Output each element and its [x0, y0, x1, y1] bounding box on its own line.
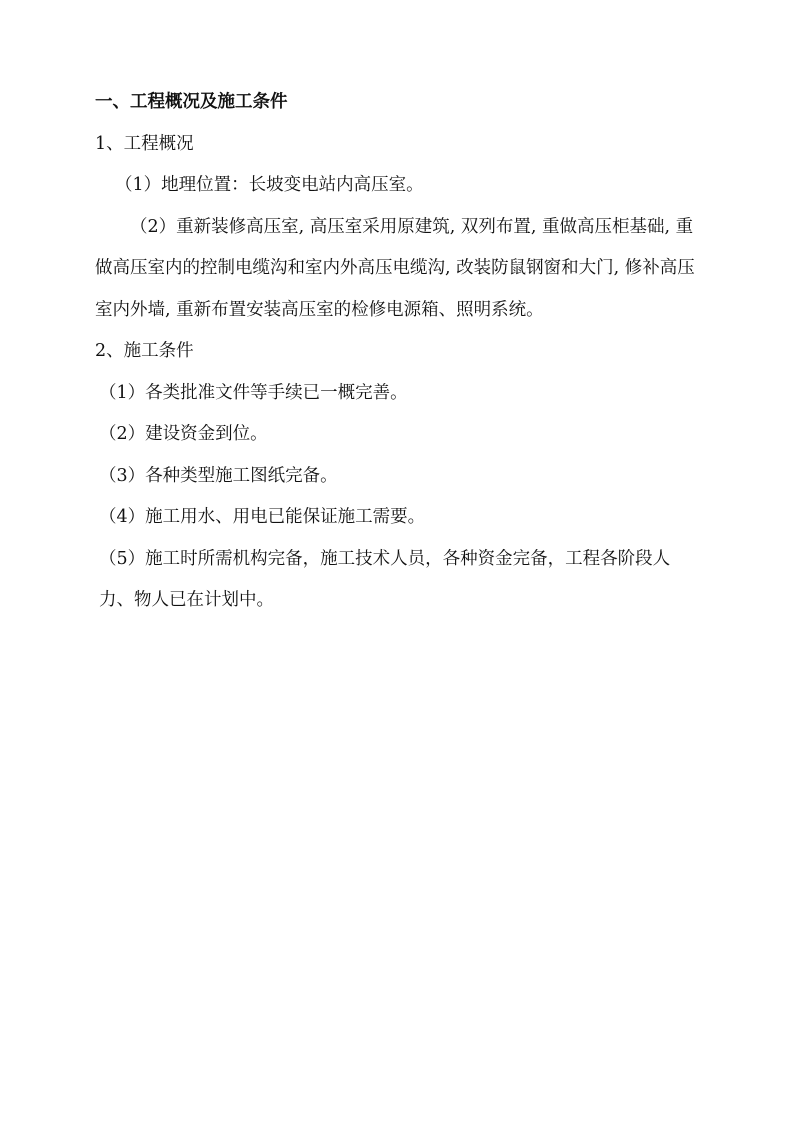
section-2-title: 2、施工条件 — [95, 341, 194, 361]
condition-item-3: （3）各种类型施工图纸完备。 — [99, 465, 338, 486]
section-1-title: 1、工程概况 — [95, 133, 194, 154]
main-heading: 一、工程概况及施工条件 — [95, 92, 288, 112]
location-paragraph: （1）地理位置：长坡变电站内高压室。 — [115, 175, 424, 195]
condition-item-4: （4）施工用水、用电已能保证施工需要。 — [99, 507, 426, 527]
document-body — [95, 82, 705, 622]
scope-paragraph: （2）重新装修高压室, 高压室采用原建筑, 双列布置, 重做高压柜基础, 重做高压室内的控制电缆沟和室内外高压电缆沟, 改装防鼠钢窗和大门, 修补高压室内外墙, 重新布置安装高压室的检修电源箱、照明系统。 — [95, 216, 695, 320]
condition-item-5: （5）施工时所需机构完备，施工技术人员，各种资金完备，工程各阶段人力、物人已在计划中。 — [99, 548, 671, 610]
condition-item-2: （2）建设资金到位。 — [99, 424, 268, 444]
condition-item-1: （1）各类批准文件等手续已一概完善。 — [99, 382, 408, 403]
